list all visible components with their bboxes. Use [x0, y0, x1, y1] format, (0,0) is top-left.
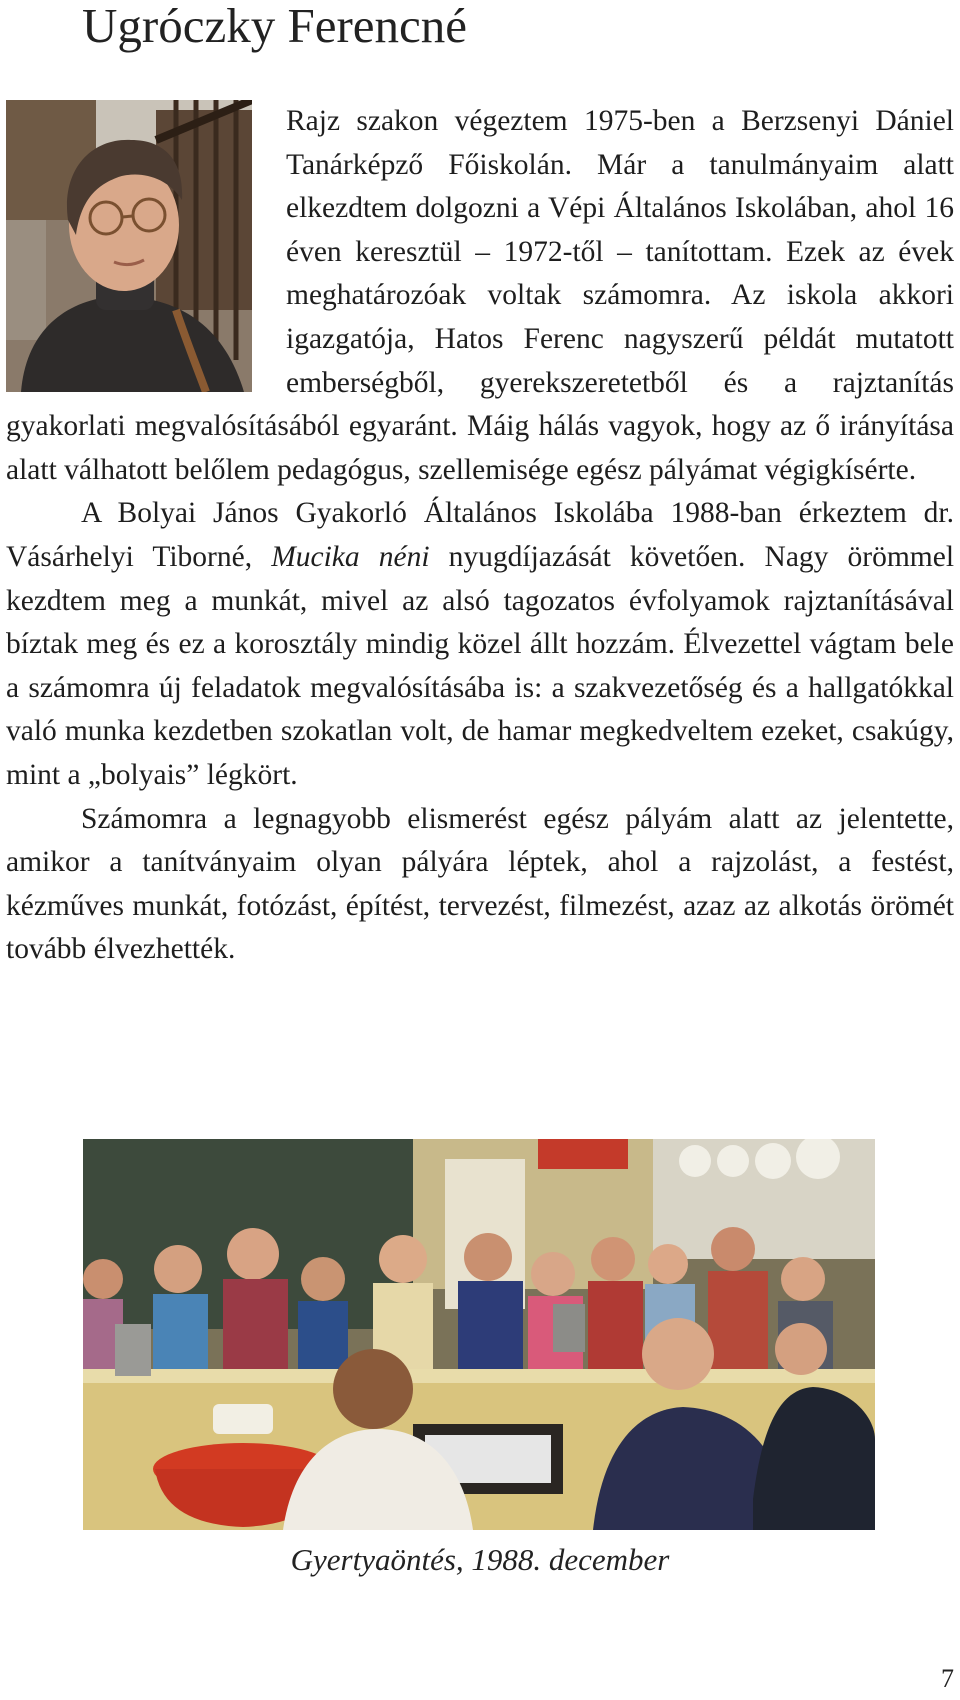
class-candle-making-photo — [83, 1139, 875, 1530]
portrait-photo — [6, 100, 252, 392]
paragraph-1-text: Rajz szakon végeztem 1975-ben a Berzsenyi Dániel Tanárképző Főiskolán. Már a tanulmányaim alatt elkezdtem dolgozni a Vépi Általános Iskolában, ahol 16 éven keresztül – 1972-től – tanítottam. Ezek az évek meghatározóak voltak számomra. Az iskola akkori igazgatója, Hatos Ferenc nagyszerű példát mutatott emberségből, gyerekszeretetből és a rajztanítás gyakorlati megvalósításából egyaránt. Máig hálás vagyok, hogy az ő irányítása alatt válhatott belőlem pedagógus, szellemisége egész pályámat végigkísérte. — [6, 105, 954, 486]
paragraph-3 — [6, 798, 954, 972]
paragraph-2-text-b: nyugdíjazását követően. Nagy örömmel kezdtem meg a munkát, mivel az alsó tagozatos évfolyamok rajztanításával bíztak meg és ez a korosztály mindig közel állt hozzám. Élvezettel vágtam bele a számomra új feladatok megvalósításába is: a szakvezetőség és a hallgatókkal való munka kezdetben szokatlan volt, de hamar megkedveltem ezeket, csakúgy, mint a „bolyais” légkört. — [6, 540, 955, 791]
portrait-image — [6, 100, 252, 392]
page-number: 7 — [941, 1664, 954, 1693]
paragraph-2 — [6, 492, 954, 797]
article-body — [6, 100, 954, 972]
page-title: Ugróczky Ferencné — [82, 0, 468, 53]
paragraph-3-text: Számomra a legnagyobb elismerést egész pályám alatt az jelentette, amikor a tanítványaim olyan pályára léptek, ahol a rajzolást, a festést, kézműves munkát, fotózást, építést, tervezést, filmezést, azaz az alkotás örömét tovább élvezhették. — [6, 802, 954, 966]
class-photo-image — [83, 1139, 875, 1530]
photo-caption: Gyertyaöntés, 1988. december — [290, 1542, 670, 1577]
paragraph-2-text-a: A Bolyai János Gyakorló Általános Iskolába 1988-ban érkeztem dr. Vásárhelyi Tiborné, — [6, 497, 954, 573]
paragraph-2-italic: Mucika néni — [271, 540, 430, 573]
